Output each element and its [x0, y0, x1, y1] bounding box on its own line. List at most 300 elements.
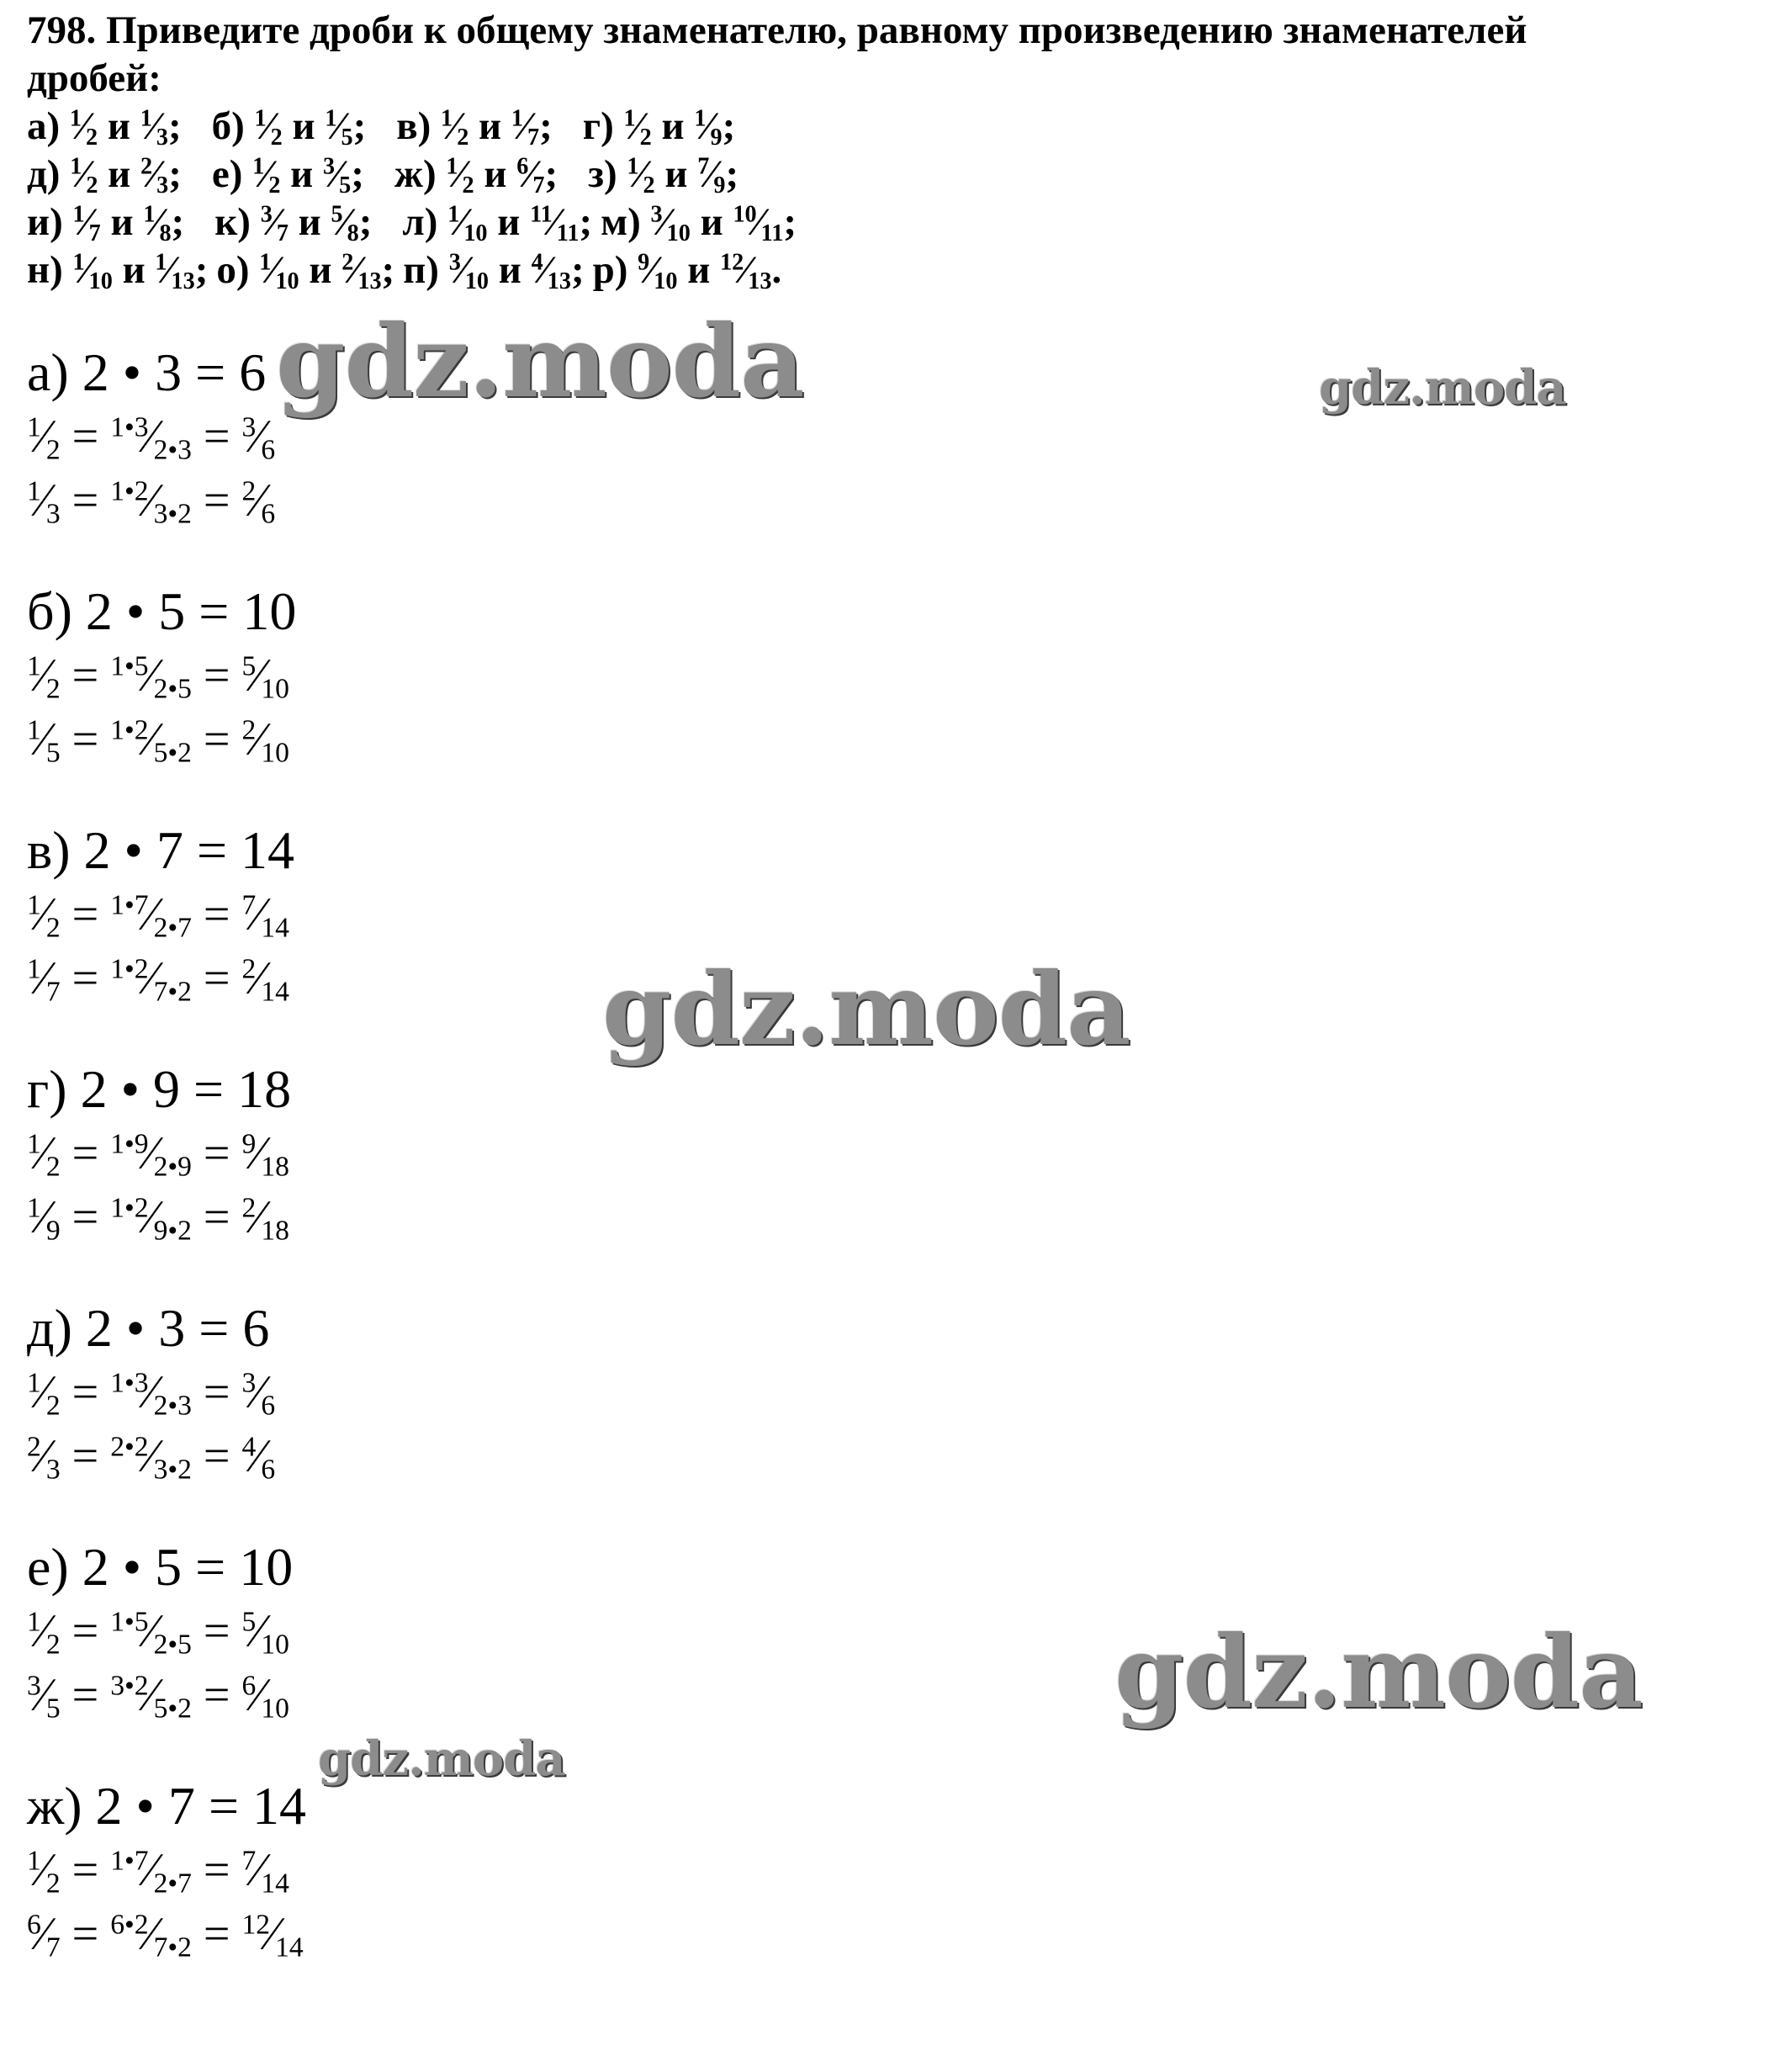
numerator: 2	[241, 1192, 257, 1224]
fraction-slash: ⁄	[40, 474, 48, 527]
fraction-slash: ⁄	[457, 152, 463, 196]
denominator: 2	[45, 1629, 61, 1661]
fraction	[110, 1366, 192, 1422]
numerator: 2	[241, 714, 257, 746]
numerator: 3	[27, 1670, 41, 1702]
fraction	[110, 1430, 192, 1486]
denominator: 10	[88, 268, 113, 295]
fraction-slash: ⁄	[146, 649, 156, 702]
denominator: 7	[88, 220, 101, 247]
equals-sign: =	[71, 1366, 99, 1418]
fraction-slash: ⁄	[254, 888, 262, 941]
numerator: 1	[254, 105, 267, 132]
equals-sign: =	[71, 1127, 99, 1179]
item-label: з)	[588, 152, 617, 196]
fraction	[110, 1908, 192, 1963]
numerator: 9	[241, 1128, 257, 1160]
denominator: 14	[261, 1868, 289, 1900]
solution-label: а)	[27, 342, 69, 402]
fraction	[110, 1127, 192, 1183]
problem-row	[27, 246, 1743, 294]
solution-label: е)	[27, 1537, 69, 1597]
fraction	[259, 248, 299, 295]
fraction-slash: ⁄	[40, 888, 48, 941]
numerator: 1•5	[110, 650, 149, 682]
denominator: 2	[643, 172, 655, 199]
numerator: 1•2	[110, 953, 149, 985]
denominator: 11	[760, 220, 784, 247]
fraction	[110, 1191, 192, 1247]
fraction	[143, 200, 172, 247]
fraction	[72, 248, 113, 295]
fraction	[241, 649, 289, 705]
equals-sign: =	[203, 1844, 230, 1896]
numerator: 1	[441, 105, 453, 132]
fraction-slash: ⁄	[146, 888, 156, 941]
numerator: 6	[516, 153, 529, 180]
fraction	[27, 411, 61, 466]
numerator: 4	[531, 249, 543, 276]
fraction-slash: ⁄	[542, 248, 549, 292]
fraction	[241, 952, 289, 1008]
problem-item	[214, 200, 373, 247]
numerator: 1	[623, 105, 636, 132]
numerator: 1•3	[110, 1367, 149, 1399]
numerator: 1	[27, 714, 41, 746]
product: 2 • 7 = 14	[95, 1776, 307, 1836]
fraction-slash: ⁄	[154, 200, 161, 244]
equals-sign: =	[203, 713, 230, 766]
numerator: 6	[241, 1670, 257, 1702]
fraction-slash: ⁄	[271, 200, 278, 244]
denominator: 2	[639, 125, 652, 151]
numerator: 5	[241, 650, 257, 682]
denominator: 2•3	[153, 1390, 192, 1422]
fraction-slash: ⁄	[638, 152, 644, 196]
denominator: 14	[261, 912, 289, 944]
item-label: м)	[601, 200, 641, 244]
fraction	[530, 200, 580, 247]
fraction-slash: ⁄	[254, 1844, 262, 1896]
problem-item	[592, 248, 782, 295]
denominator: 2	[45, 1390, 61, 1422]
problem-item	[211, 152, 364, 199]
fraction-slash: ⁄	[742, 248, 749, 292]
solution-line	[27, 405, 275, 469]
fraction	[516, 152, 545, 199]
solution-line	[27, 882, 289, 946]
numerator: 1•2	[110, 475, 149, 507]
fraction-slash: ⁄	[451, 104, 458, 148]
fraction-slash: ⁄	[40, 411, 48, 463]
fraction-slash: ⁄	[648, 248, 655, 292]
fraction-slash: ⁄	[268, 1908, 277, 1960]
problem-row	[27, 199, 1743, 246]
conjunction: и	[108, 152, 131, 196]
item-end: ;	[579, 200, 593, 244]
problem-row	[27, 151, 1743, 199]
fraction-slash: ⁄	[341, 200, 349, 244]
fraction-slash: ⁄	[166, 248, 172, 292]
fraction	[27, 1669, 61, 1725]
fraction-slash: ⁄	[151, 104, 158, 148]
denominator: 2•7	[153, 1868, 192, 1900]
numerator: 7	[241, 889, 257, 921]
denominator: 13	[357, 268, 382, 295]
fraction-slash: ⁄	[40, 1191, 48, 1243]
numerator: 1•7	[110, 1845, 149, 1877]
denominator: 7	[45, 976, 61, 1008]
fraction	[27, 1127, 61, 1183]
solution-equation	[27, 341, 266, 405]
fraction-slash: ⁄	[83, 248, 91, 292]
denominator: 2	[45, 912, 61, 944]
denominator: 3•2	[153, 498, 192, 530]
denominator: 10	[261, 1693, 289, 1725]
fraction	[110, 888, 192, 944]
watermark: gdz.moda	[602, 951, 1130, 1068]
fraction	[447, 200, 488, 247]
fraction	[241, 1908, 304, 1963]
fraction-slash: ⁄	[254, 713, 262, 766]
solution-label: б)	[27, 581, 72, 641]
numerator: 1	[70, 153, 82, 180]
denominator: 3	[45, 498, 61, 530]
equals-sign: =	[203, 474, 230, 527]
solution-line	[27, 644, 289, 707]
fraction-slash: ⁄	[80, 104, 87, 148]
item-label: л)	[402, 200, 438, 244]
fraction	[110, 1669, 192, 1725]
fraction	[72, 200, 101, 247]
numerator: 3•2	[110, 1670, 149, 1702]
problem-item	[403, 248, 585, 295]
item-end: .	[771, 248, 782, 292]
problem-item	[216, 248, 395, 295]
item-label: а)	[27, 104, 61, 148]
denominator: 7•2	[153, 1932, 192, 1963]
numerator: 1	[325, 105, 337, 132]
item-label: р)	[592, 248, 628, 292]
fraction	[27, 888, 61, 944]
fraction	[241, 1844, 289, 1900]
conjunction: и	[498, 248, 521, 292]
fraction-slash: ⁄	[40, 1844, 48, 1896]
fraction-slash: ⁄	[146, 713, 156, 766]
denominator: 14	[275, 1932, 304, 1963]
denominator: 6	[261, 1390, 276, 1422]
fraction	[697, 152, 726, 199]
problem-item	[211, 104, 367, 151]
fraction-slash: ⁄	[40, 1669, 48, 1721]
fraction	[110, 411, 192, 466]
solution-line	[27, 1838, 289, 1902]
watermark: gdz.moda	[318, 1731, 565, 1787]
problem-item	[588, 152, 739, 199]
fraction	[241, 888, 289, 944]
equals-sign: =	[71, 1844, 99, 1896]
item-end: ;	[168, 152, 182, 196]
fraction	[511, 104, 540, 151]
fraction	[260, 200, 289, 247]
fraction-slash: ⁄	[352, 248, 359, 292]
fraction	[720, 248, 772, 295]
problem-item	[394, 152, 558, 199]
fraction	[27, 1844, 61, 1900]
numerator: 1	[27, 1606, 41, 1638]
denominator: 3	[45, 1454, 61, 1486]
denominator: 8	[159, 220, 172, 247]
fraction	[27, 713, 61, 769]
equals-sign: =	[203, 1605, 230, 1657]
fraction-slash: ⁄	[705, 104, 712, 148]
denominator: 13	[171, 268, 195, 295]
fraction-slash: ⁄	[333, 152, 341, 196]
denominator: 9•2	[153, 1215, 192, 1247]
denominator: 7•2	[153, 976, 192, 1008]
denominator: 2	[462, 172, 474, 199]
item-label: б)	[211, 104, 245, 148]
fraction-slash: ⁄	[265, 104, 273, 148]
item-label: е)	[211, 152, 243, 196]
denominator: 7	[276, 220, 289, 247]
numerator: 1	[27, 1128, 41, 1160]
fraction-slash: ⁄	[254, 952, 262, 1004]
numerator: 6•2	[110, 1909, 149, 1941]
conjunction: и	[497, 200, 521, 244]
denominator: 11	[556, 220, 580, 247]
denominator: 2•5	[153, 673, 192, 705]
problem-item	[601, 200, 797, 247]
numerator: 1	[27, 475, 41, 507]
fraction	[69, 104, 98, 151]
denominator: 2	[268, 172, 281, 199]
denominator: 2	[45, 673, 61, 705]
conjunction: и	[700, 200, 723, 244]
denominator: 18	[261, 1215, 289, 1247]
problem-row	[27, 103, 1743, 151]
fraction	[441, 104, 469, 151]
equals-sign: =	[71, 1669, 99, 1721]
fraction-slash: ⁄	[521, 104, 529, 148]
numerator: 3	[241, 411, 257, 443]
denominator: 5	[341, 125, 353, 151]
item-end: ;	[167, 104, 182, 148]
equals-sign: =	[203, 411, 230, 463]
denominator: 8	[347, 220, 359, 247]
numerator: 1	[155, 249, 167, 276]
fraction	[110, 1844, 192, 1900]
equals-sign: =	[71, 474, 99, 527]
conjunction: и	[664, 152, 688, 196]
denominator: 3•2	[153, 1454, 192, 1486]
denominator: 13	[547, 268, 571, 295]
solution-line	[27, 946, 289, 1010]
fraction	[241, 1669, 289, 1725]
fraction-slash: ⁄	[151, 152, 158, 196]
denominator: 5•2	[153, 737, 192, 769]
numerator: 12	[720, 249, 744, 276]
fraction-slash: ⁄	[146, 1191, 156, 1243]
item-label: п)	[403, 248, 439, 292]
equals-sign: =	[203, 952, 230, 1004]
denominator: 2	[270, 125, 283, 151]
equals-sign: =	[203, 1430, 230, 1482]
numerator: 12	[241, 1909, 271, 1941]
denominator: 2	[45, 1868, 61, 1900]
fraction-slash: ⁄	[40, 952, 48, 1004]
denominator: 2•3	[153, 434, 192, 466]
numerator: 3	[650, 201, 663, 228]
fraction-slash: ⁄	[40, 1366, 48, 1418]
equals-sign: =	[203, 1191, 230, 1243]
item-end: ;	[194, 248, 209, 292]
solution-label: ж)	[27, 1776, 82, 1836]
fraction	[140, 104, 168, 151]
solution-equation	[27, 1774, 306, 1838]
item-label: в)	[396, 104, 431, 148]
fraction	[27, 474, 61, 530]
conjunction: и	[687, 248, 711, 292]
item-end: ;	[722, 104, 736, 148]
fraction	[27, 1366, 61, 1422]
fraction	[241, 1191, 289, 1247]
numerator: 1	[27, 650, 41, 682]
fraction	[241, 713, 289, 769]
problem-items	[27, 103, 1743, 294]
conjunction: и	[122, 248, 146, 292]
fraction-slash: ⁄	[254, 1366, 262, 1418]
watermark: gdz.moda	[1114, 1614, 1643, 1730]
problem-statement	[27, 7, 1743, 294]
fraction-slash: ⁄	[40, 1908, 48, 1960]
conjunction: и	[107, 104, 130, 148]
problem-item	[582, 104, 736, 151]
denominator: 2•5	[153, 1629, 192, 1661]
fraction	[110, 1605, 192, 1661]
denominator: 2•9	[153, 1151, 192, 1183]
item-label: и)	[27, 200, 63, 244]
fraction	[331, 200, 359, 247]
equals-sign: =	[203, 1366, 230, 1418]
conjunction: и	[298, 200, 321, 244]
numerator: 1	[511, 105, 523, 132]
fraction	[27, 1605, 61, 1661]
item-end: ;	[570, 248, 585, 292]
numerator: 2	[241, 475, 257, 507]
denominator: 5	[45, 737, 61, 769]
solution-equation	[27, 819, 294, 882]
fraction-slash: ⁄	[551, 200, 558, 244]
conjunction: и	[110, 200, 134, 244]
equals-sign: =	[203, 888, 230, 941]
fraction	[155, 248, 195, 295]
denominator: 10	[261, 737, 289, 769]
watermark: gdz.moda	[1319, 360, 1566, 416]
equals-sign: =	[71, 1605, 99, 1657]
item-end: ;	[544, 152, 558, 196]
solution-equation	[27, 1296, 269, 1360]
denominator: 10	[261, 1629, 289, 1661]
numerator: 10	[733, 201, 757, 228]
conjunction: и	[290, 152, 314, 196]
fraction	[27, 649, 61, 705]
equals-sign: =	[71, 713, 99, 766]
denominator: 10	[666, 220, 691, 247]
fraction-slash: ⁄	[254, 1605, 262, 1657]
numerator: 11	[530, 201, 553, 228]
numerator: 3	[323, 153, 336, 180]
fraction	[341, 248, 382, 295]
numerator: 1	[694, 105, 707, 132]
watermark: gdz.moda	[276, 303, 804, 420]
denominator: 7	[45, 1932, 61, 1963]
problem-item	[402, 200, 593, 247]
conjunction: и	[309, 248, 332, 292]
solution-line	[27, 1663, 289, 1727]
equals-sign: =	[203, 1908, 230, 1960]
numerator: 1	[27, 889, 41, 921]
fraction-slash: ⁄	[40, 1127, 48, 1179]
fraction-slash: ⁄	[146, 1605, 156, 1657]
numerator: 1	[446, 153, 458, 180]
numerator: 1•5	[110, 1606, 149, 1638]
denominator: 2	[86, 172, 98, 199]
fraction	[254, 104, 283, 151]
equals-sign: =	[71, 1908, 99, 1960]
fraction-slash: ⁄	[254, 474, 262, 527]
denominator: 3	[156, 125, 168, 151]
numerator: 9	[638, 249, 650, 276]
solution-equation	[27, 1535, 293, 1599]
denominator: 10	[261, 673, 289, 705]
denominator: 2•7	[153, 912, 192, 944]
numerator: 1	[27, 1192, 41, 1224]
fraction-slash: ⁄	[661, 200, 669, 244]
fraction-slash: ⁄	[146, 952, 156, 1004]
numerator: 2	[241, 953, 257, 985]
fraction	[448, 248, 490, 295]
fraction-slash: ⁄	[458, 200, 465, 244]
denominator: 5•2	[153, 1693, 192, 1725]
fraction	[241, 474, 276, 530]
fraction	[70, 152, 98, 199]
denominator: 18	[261, 1151, 289, 1183]
denominator: 10	[654, 268, 678, 295]
denominator: 2	[45, 434, 61, 466]
denominator: 6	[261, 434, 276, 466]
fraction-slash: ⁄	[707, 152, 715, 196]
solution-line	[27, 707, 289, 771]
item-end: ;	[783, 200, 797, 244]
fraction	[27, 1908, 61, 1963]
solution-label: г)	[27, 1059, 67, 1119]
conjunction: и	[661, 104, 685, 148]
numerator: 2	[341, 249, 354, 276]
fraction-slash: ⁄	[83, 200, 91, 244]
item-label: д)	[27, 152, 61, 196]
solution-line	[27, 1185, 289, 1249]
fraction-slash: ⁄	[80, 152, 87, 196]
denominator: 10	[464, 268, 490, 295]
fraction	[110, 649, 192, 705]
fraction	[446, 152, 474, 199]
fraction	[241, 1430, 276, 1486]
denominator: 2	[457, 125, 469, 151]
denominator: 5	[45, 1693, 61, 1725]
product: 2 • 5 = 10	[82, 1537, 294, 1597]
numerator: 3	[448, 249, 461, 276]
